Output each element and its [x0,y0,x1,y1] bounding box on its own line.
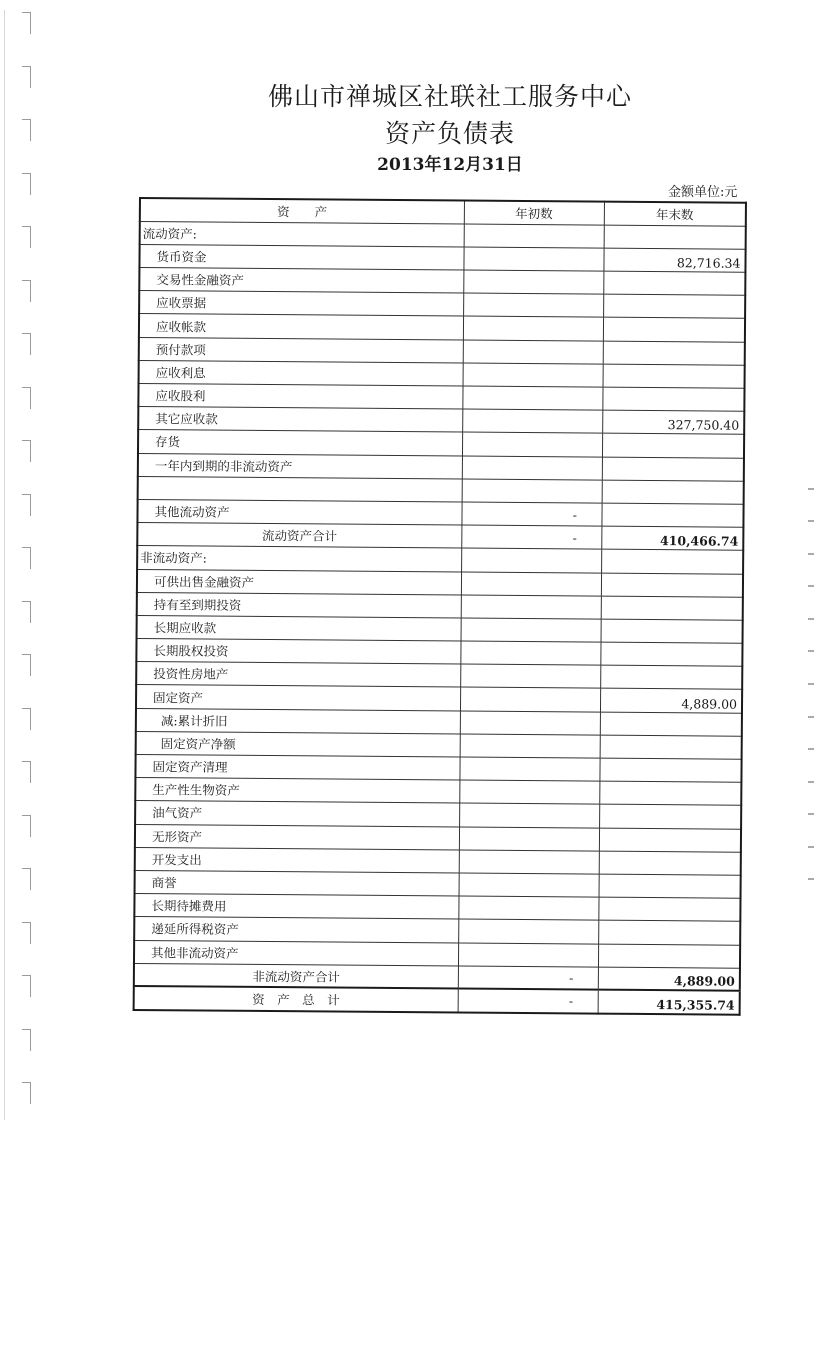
begin-value [460,641,600,665]
begin-value [461,618,601,642]
column-header-assets: 资 产 [140,198,464,224]
end-value: 410,466.74 [601,526,743,550]
row-label: 其它应收款 [138,407,462,433]
end-value [599,805,741,829]
binder-hole-mark [22,654,31,676]
begin-value [459,850,599,874]
report-date: 2013年12月31日 [377,155,523,175]
row-label: 长期待摊费用 [134,894,458,920]
column-header-begin: 年初数 [464,201,604,225]
binder-hole-mark [22,1082,31,1104]
begin-value [458,943,598,967]
end-value [599,874,741,898]
margin-dash [808,553,814,555]
row-label: 投资性房地产 [136,662,460,688]
row-label: 其他非流动资产 [134,940,458,966]
begin-value: - [458,966,598,990]
row-label: 流动资产合计 [137,523,461,549]
row-label: 固定资产 [136,685,460,711]
margin-dash [808,846,814,848]
row-label: 长期应收款 [137,615,461,641]
binder-hole-mark [22,761,31,783]
margin-dash [808,683,814,685]
begin-value [462,432,602,456]
begin-value [459,757,599,781]
row-label: 固定资产净额 [136,731,460,757]
row-label: 货币资金 [139,244,463,270]
end-value [598,944,740,968]
report-title: 资产负债表 [384,119,515,148]
row-label: 应收利息 [139,360,463,386]
row-label: 油气资产 [135,801,459,827]
margin-dash [808,618,814,620]
end-value: 327,750.40 [602,410,744,434]
end-value [603,341,745,365]
binder-hole-mark [22,280,31,302]
org-name: 佛山市禅城区社联社工服务中心 [267,82,632,111]
begin-value [463,363,603,387]
end-value [598,920,740,944]
begin-value [462,479,602,503]
margin-dash [808,488,814,490]
balance-sheet-table [133,197,747,1015]
binder-hole-mark [22,226,31,248]
end-value [601,549,743,573]
row-label: 长期股权投资 [136,639,460,665]
begin-value [464,224,604,248]
binder-hole-mark [22,815,31,837]
binder-hole-mark [22,547,31,569]
end-value [600,665,742,689]
begin-value [460,711,600,735]
row-label: 减:累计折旧 [136,708,460,734]
margin-dash [808,585,814,587]
begin-value [463,293,603,317]
begin-value [461,548,601,572]
end-value [600,712,742,736]
row-label: 开发支出 [135,847,459,873]
end-value [603,364,745,388]
begin-value [459,780,599,804]
begin-value [459,873,599,897]
row-label: 资 产 总 计 [134,986,458,1012]
binder-hole-mark [22,333,31,355]
row-label: 非流动资产合计 [134,963,458,989]
end-value [601,619,743,643]
begin-value [463,316,603,340]
end-value [600,642,742,666]
binder-hole-mark [22,173,31,195]
begin-value [458,896,598,920]
row-label: 交易性金融资产 [139,268,463,294]
margin-dash [808,716,814,718]
margin-dash [808,781,814,783]
binder-hole-mark [22,440,31,462]
row-label: 非流动资产: [137,546,461,572]
end-value: 4,889.00 [600,689,742,713]
margin-dash [808,813,814,815]
end-value [602,480,744,504]
end-value [603,294,745,318]
begin-value: - [461,502,601,526]
begin-value [462,456,602,480]
margin-dash [808,650,814,652]
begin-value: - [461,525,601,549]
end-value [604,225,746,249]
balance-sheet [133,197,745,1015]
begin-value [463,340,603,364]
binder-hole-mark [22,708,31,730]
binder-hole-mark [22,975,31,997]
binder-hole-mark [22,601,31,623]
page-edge-line [4,10,5,1120]
row-label: 递延所得税资产 [134,917,458,943]
row-label: 可供出售金融资产 [137,569,461,595]
end-value [598,897,740,921]
end-value [600,735,742,759]
begin-value [461,595,601,619]
column-header-end: 年末数 [604,202,746,226]
binder-hole-mark [22,494,31,516]
binder-hole-mark [22,1029,31,1051]
row-label: 存货 [138,430,462,456]
end-value [603,271,745,295]
begin-value [458,919,598,943]
end-value [599,828,741,852]
row-label: 商誉 [135,870,459,896]
end-value: 82,716.34 [603,248,745,272]
row-label: 持有至到期投资 [137,592,461,618]
row-label: 预付款项 [139,337,463,363]
row-label: 应收股利 [138,384,462,410]
margin-dash [808,520,814,522]
table-row [134,986,740,1014]
binder-hole-mark [22,12,31,34]
begin-value: - [458,989,598,1013]
end-value [601,596,743,620]
end-value [599,781,741,805]
end-value [602,387,744,411]
row-label: 流动资产: [140,221,464,247]
row-label [138,476,462,502]
row-label: 生产性生物资产 [135,778,459,804]
binder-hole-mark [22,868,31,890]
row-label: 应收帐款 [139,314,463,340]
row-label: 应收票据 [139,291,463,317]
end-value [603,318,745,342]
binder-hole-mark [22,387,31,409]
end-value [601,503,743,527]
begin-value [460,664,600,688]
begin-value [462,386,602,410]
end-value [602,434,744,458]
begin-value [463,270,603,294]
begin-value [462,409,602,433]
row-label: 固定资产清理 [135,754,459,780]
end-value [601,573,743,597]
margin-dash [808,748,814,750]
end-value: 415,355.74 [598,990,740,1014]
end-value [599,758,741,782]
end-value [602,457,744,481]
row-label: 其他流动资产 [137,499,461,525]
binder-hole-mark [22,922,31,944]
begin-value [463,247,603,271]
begin-value [459,827,599,851]
end-value: 4,889.00 [598,967,740,991]
begin-value [460,734,600,758]
end-value [599,851,741,875]
begin-value [460,687,600,711]
row-label: 一年内到期的非流动资产 [138,453,462,479]
row-label: 无形资产 [135,824,459,850]
unit-label: 金额单位:元 [668,185,738,200]
begin-value [459,803,599,827]
begin-value [461,572,601,596]
margin-dash [808,878,814,880]
